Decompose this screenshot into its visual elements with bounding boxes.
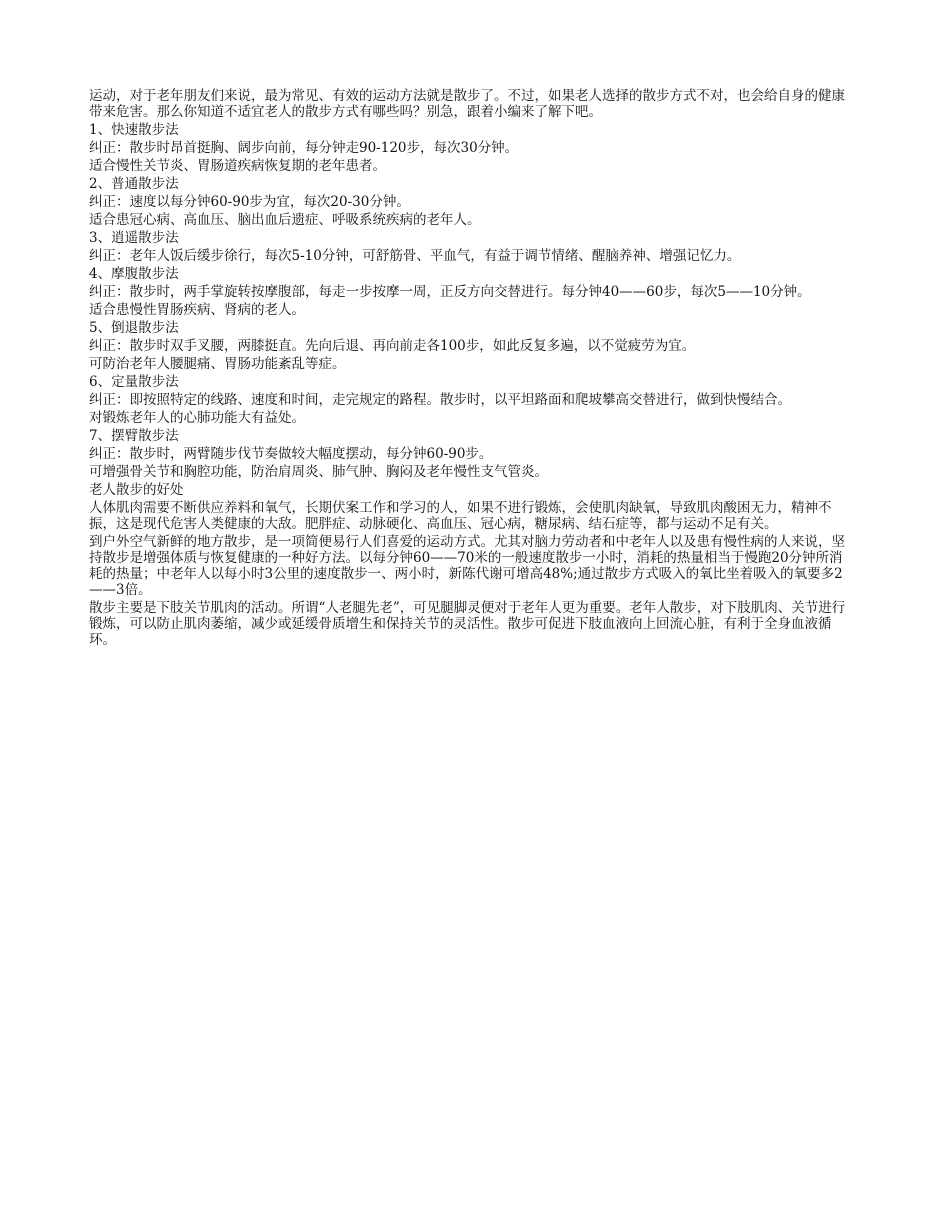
method-6-title: 6、定量散步法	[89, 374, 179, 390]
method-5-correction: 纠正：散步时双手叉腰，两膝挺直。先向后退、再向前走各100步，如此反复多遍，以不觉疲劳为宜。	[89, 338, 696, 354]
benefits-title: 老人散步的好处	[89, 482, 184, 498]
method-1-correction: 纠正：散步时昂首挺胸、阔步向前，每分钟走90-120步，每次30分钟。	[89, 140, 519, 156]
article-body	[89, 88, 851, 648]
benefits-paragraph-2: 到户外空气新鲜的地方散步，是一项简便易行人们喜爱的运动方式。尤其对脑力劳动者和中老年人以及患有慢性病的人来说，坚持散步是增强体质与恢复健康的一种好方法。以每分钟60——70米的一般速度散步一小时，消耗的热量相当于慢跑20分钟所消耗的热量；中老年人以每小时3公里的速度散步一、两小时，新陈代谢可增高48%;通过散步方式吸入的氧比坐着吸入的氧要多2——3倍。	[89, 534, 845, 598]
method-4-correction: 纠正：散步时，两手掌旋转按摩腹部，每走一步按摩一周，正反方向交替进行。每分钟40——60步，每次5——10分钟。	[89, 284, 811, 300]
method-3-title: 3、逍遥散步法	[89, 230, 179, 246]
method-4-title: 4、摩腹散步法	[89, 266, 179, 282]
method-7-note: 可增强骨关节和胸腔功能，防治肩周炎、肺气肿、胸闷及老年慢性支气管炎。	[89, 464, 548, 480]
method-1-title: 1、快速散步法	[89, 122, 179, 138]
method-7-title: 7、摆臂散步法	[89, 428, 179, 444]
method-1-note: 适合慢性关节炎、胃肠道疾病恢复期的老年患者。	[89, 158, 386, 174]
intro-paragraph: 运动，对于老年朋友们来说，最为常见、有效的运动方法就是散步了。不过，如果老人选择的散步方式不对，也会给自身的健康带来危害。那么你知道不适宜老人的散步方式有哪些吗？别急，跟着小编来了解下吧。	[89, 88, 845, 120]
method-5-note: 可防治老年人腰腿痛、胃肠功能紊乱等症。	[89, 356, 346, 372]
method-7-correction: 纠正：散步时，两臂随步伐节奏做较大幅度摆动，每分钟60-90步。	[89, 446, 493, 462]
benefits-paragraph-3: 散步主要是下肢关节肌肉的活动。所谓“人老腿先老”，可见腿脚灵便对于老年人更为重要。老年人散步，对下肢肌肉、关节进行锻炼，可以防止肌肉萎缩，减少或延缓骨质增生和保持关节的灵活性。散步可促进下肢血液向上回流心脏，有利于全身血液循环。	[89, 600, 846, 648]
method-6-note: 对锻炼老年人的心肺功能大有益处。	[89, 410, 305, 426]
benefits-paragraph-1: 人体肌肉需要不断供应养料和氧气，长期伏案工作和学习的人，如果不进行锻炼，会使肌肉缺氧，导致肌肉酸困无力，精神不振，这是现代危害人类健康的大敌。肥胖症、动脉硬化、高血压、冠心病，糖尿病、结石症等，都与运动不足有关。	[89, 500, 832, 532]
method-2-title: 2、普通散步法	[89, 176, 179, 192]
method-4-note: 适合患慢性胃肠疾病、肾病的老人。	[89, 302, 305, 318]
method-2-note: 适合患冠心病、高血压、脑出血后遗症、呼吸系统疾病的老年人。	[89, 212, 481, 228]
method-2-correction: 纠正：速度以每分钟60-90步为宜，每次20-30分钟。	[89, 194, 410, 210]
method-3-correction: 纠正：老年人饭后缓步徐行，每次5-10分钟，可舒筋骨、平血气，有益于调节情绪、醒脑养神、增强记忆力。	[89, 248, 741, 264]
method-5-title: 5、倒退散步法	[89, 320, 179, 336]
method-6-correction: 纠正：即按照特定的线路、速度和时间，走完规定的路程。散步时，以平坦路面和爬坡攀高交替进行，做到快慢结合。	[89, 392, 791, 408]
